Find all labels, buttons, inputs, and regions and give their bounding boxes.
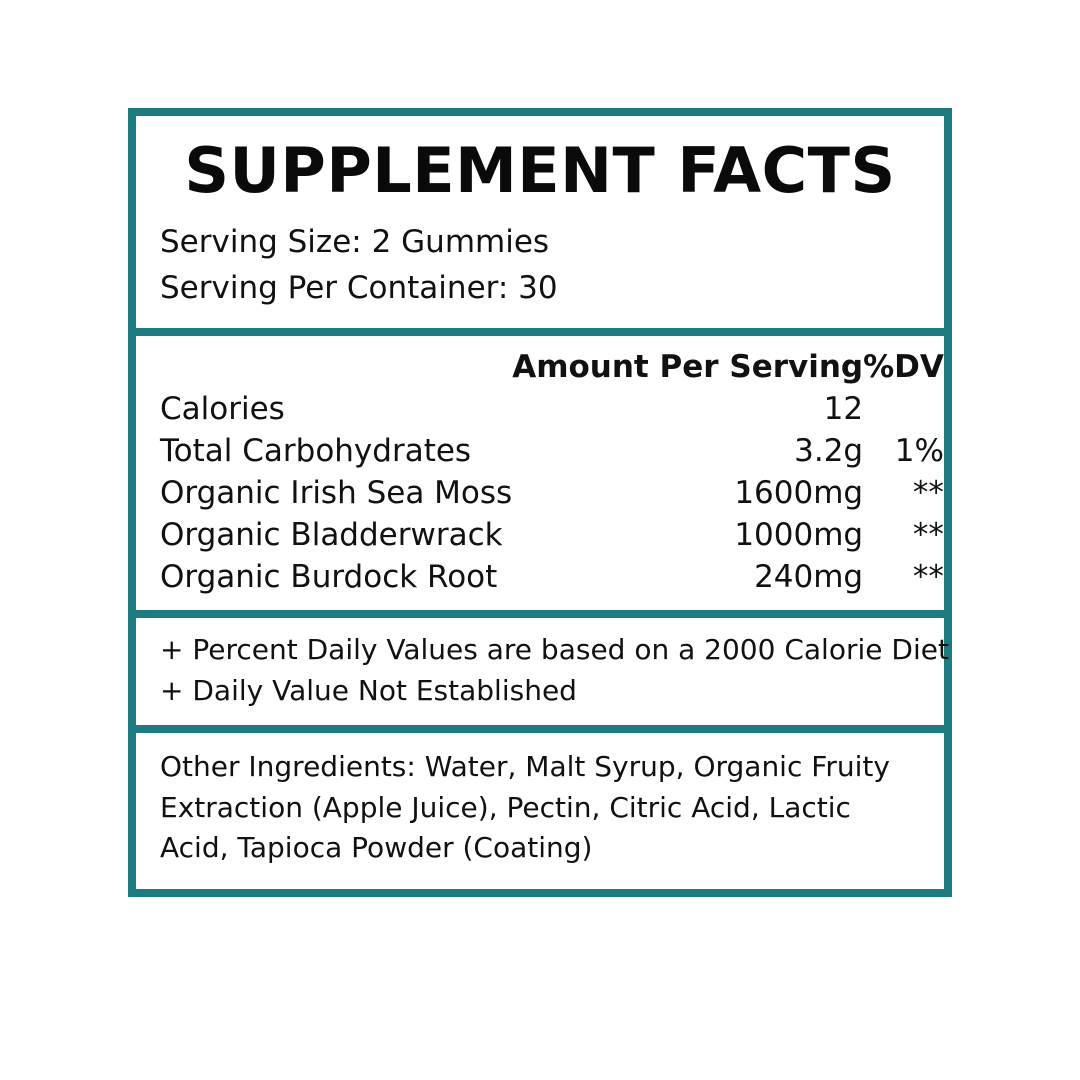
serving-size-text: Serving Size: 2 Gummies xyxy=(160,223,550,260)
row-amount: 12 xyxy=(823,390,864,427)
other-ingredients-section xyxy=(136,733,944,889)
table-row xyxy=(160,430,944,472)
servings-per-container-text: Serving Per Container: 30 xyxy=(160,270,558,307)
row-dv: 1% xyxy=(894,432,944,469)
footnotes-section xyxy=(136,618,949,725)
divider-3 xyxy=(136,725,944,733)
table-row xyxy=(160,388,944,430)
divider-2 xyxy=(136,610,944,618)
row-name: Organic Irish Sea Moss xyxy=(160,474,513,511)
page-title: SUPPLEMENT FACTS xyxy=(184,134,896,207)
divider-1 xyxy=(136,328,944,336)
row-dv: ** xyxy=(912,516,944,553)
row-name: Organic Burdock Root xyxy=(160,558,498,595)
row-amount: 1000mg xyxy=(734,516,864,553)
table-row xyxy=(160,514,944,556)
table-header-row xyxy=(160,346,944,388)
row-dv xyxy=(863,388,944,430)
row-amount: 1600mg xyxy=(734,474,864,511)
supplement-facts-panel xyxy=(128,108,952,897)
label-header-section xyxy=(136,116,944,328)
header-percent-dv: %DV xyxy=(863,348,944,385)
row-amount: 240mg xyxy=(754,558,864,595)
nutrition-table xyxy=(160,346,944,598)
row-dv: ** xyxy=(912,474,944,511)
nutrition-table-section xyxy=(136,336,944,610)
nutrition-table-body xyxy=(160,388,944,598)
row-name: Calories xyxy=(160,390,285,427)
footnote-daily-values: + Percent Daily Values are based on a 2000 Calorie Diet xyxy=(160,632,949,666)
header-amount-per-serving: Amount Per Serving xyxy=(512,348,864,385)
row-dv: ** xyxy=(912,558,944,595)
table-row xyxy=(160,472,944,514)
table-row xyxy=(160,556,944,598)
row-name: Organic Bladderwrack xyxy=(160,516,503,553)
header-nutrient xyxy=(160,346,512,388)
other-ingredients-text: Other Ingredients: Water, Malt Syrup, Organic Fruity Extraction (Apple Juice), Pectin, Citric Acid, Lactic Acid, Tapioca Powder (Coating) xyxy=(160,750,890,865)
row-amount: 3.2g xyxy=(794,432,864,469)
footnote-not-established: + Daily Value Not Established xyxy=(160,673,577,707)
nutrition-table-head xyxy=(160,346,944,388)
row-name: Total Carbohydrates xyxy=(160,432,472,469)
